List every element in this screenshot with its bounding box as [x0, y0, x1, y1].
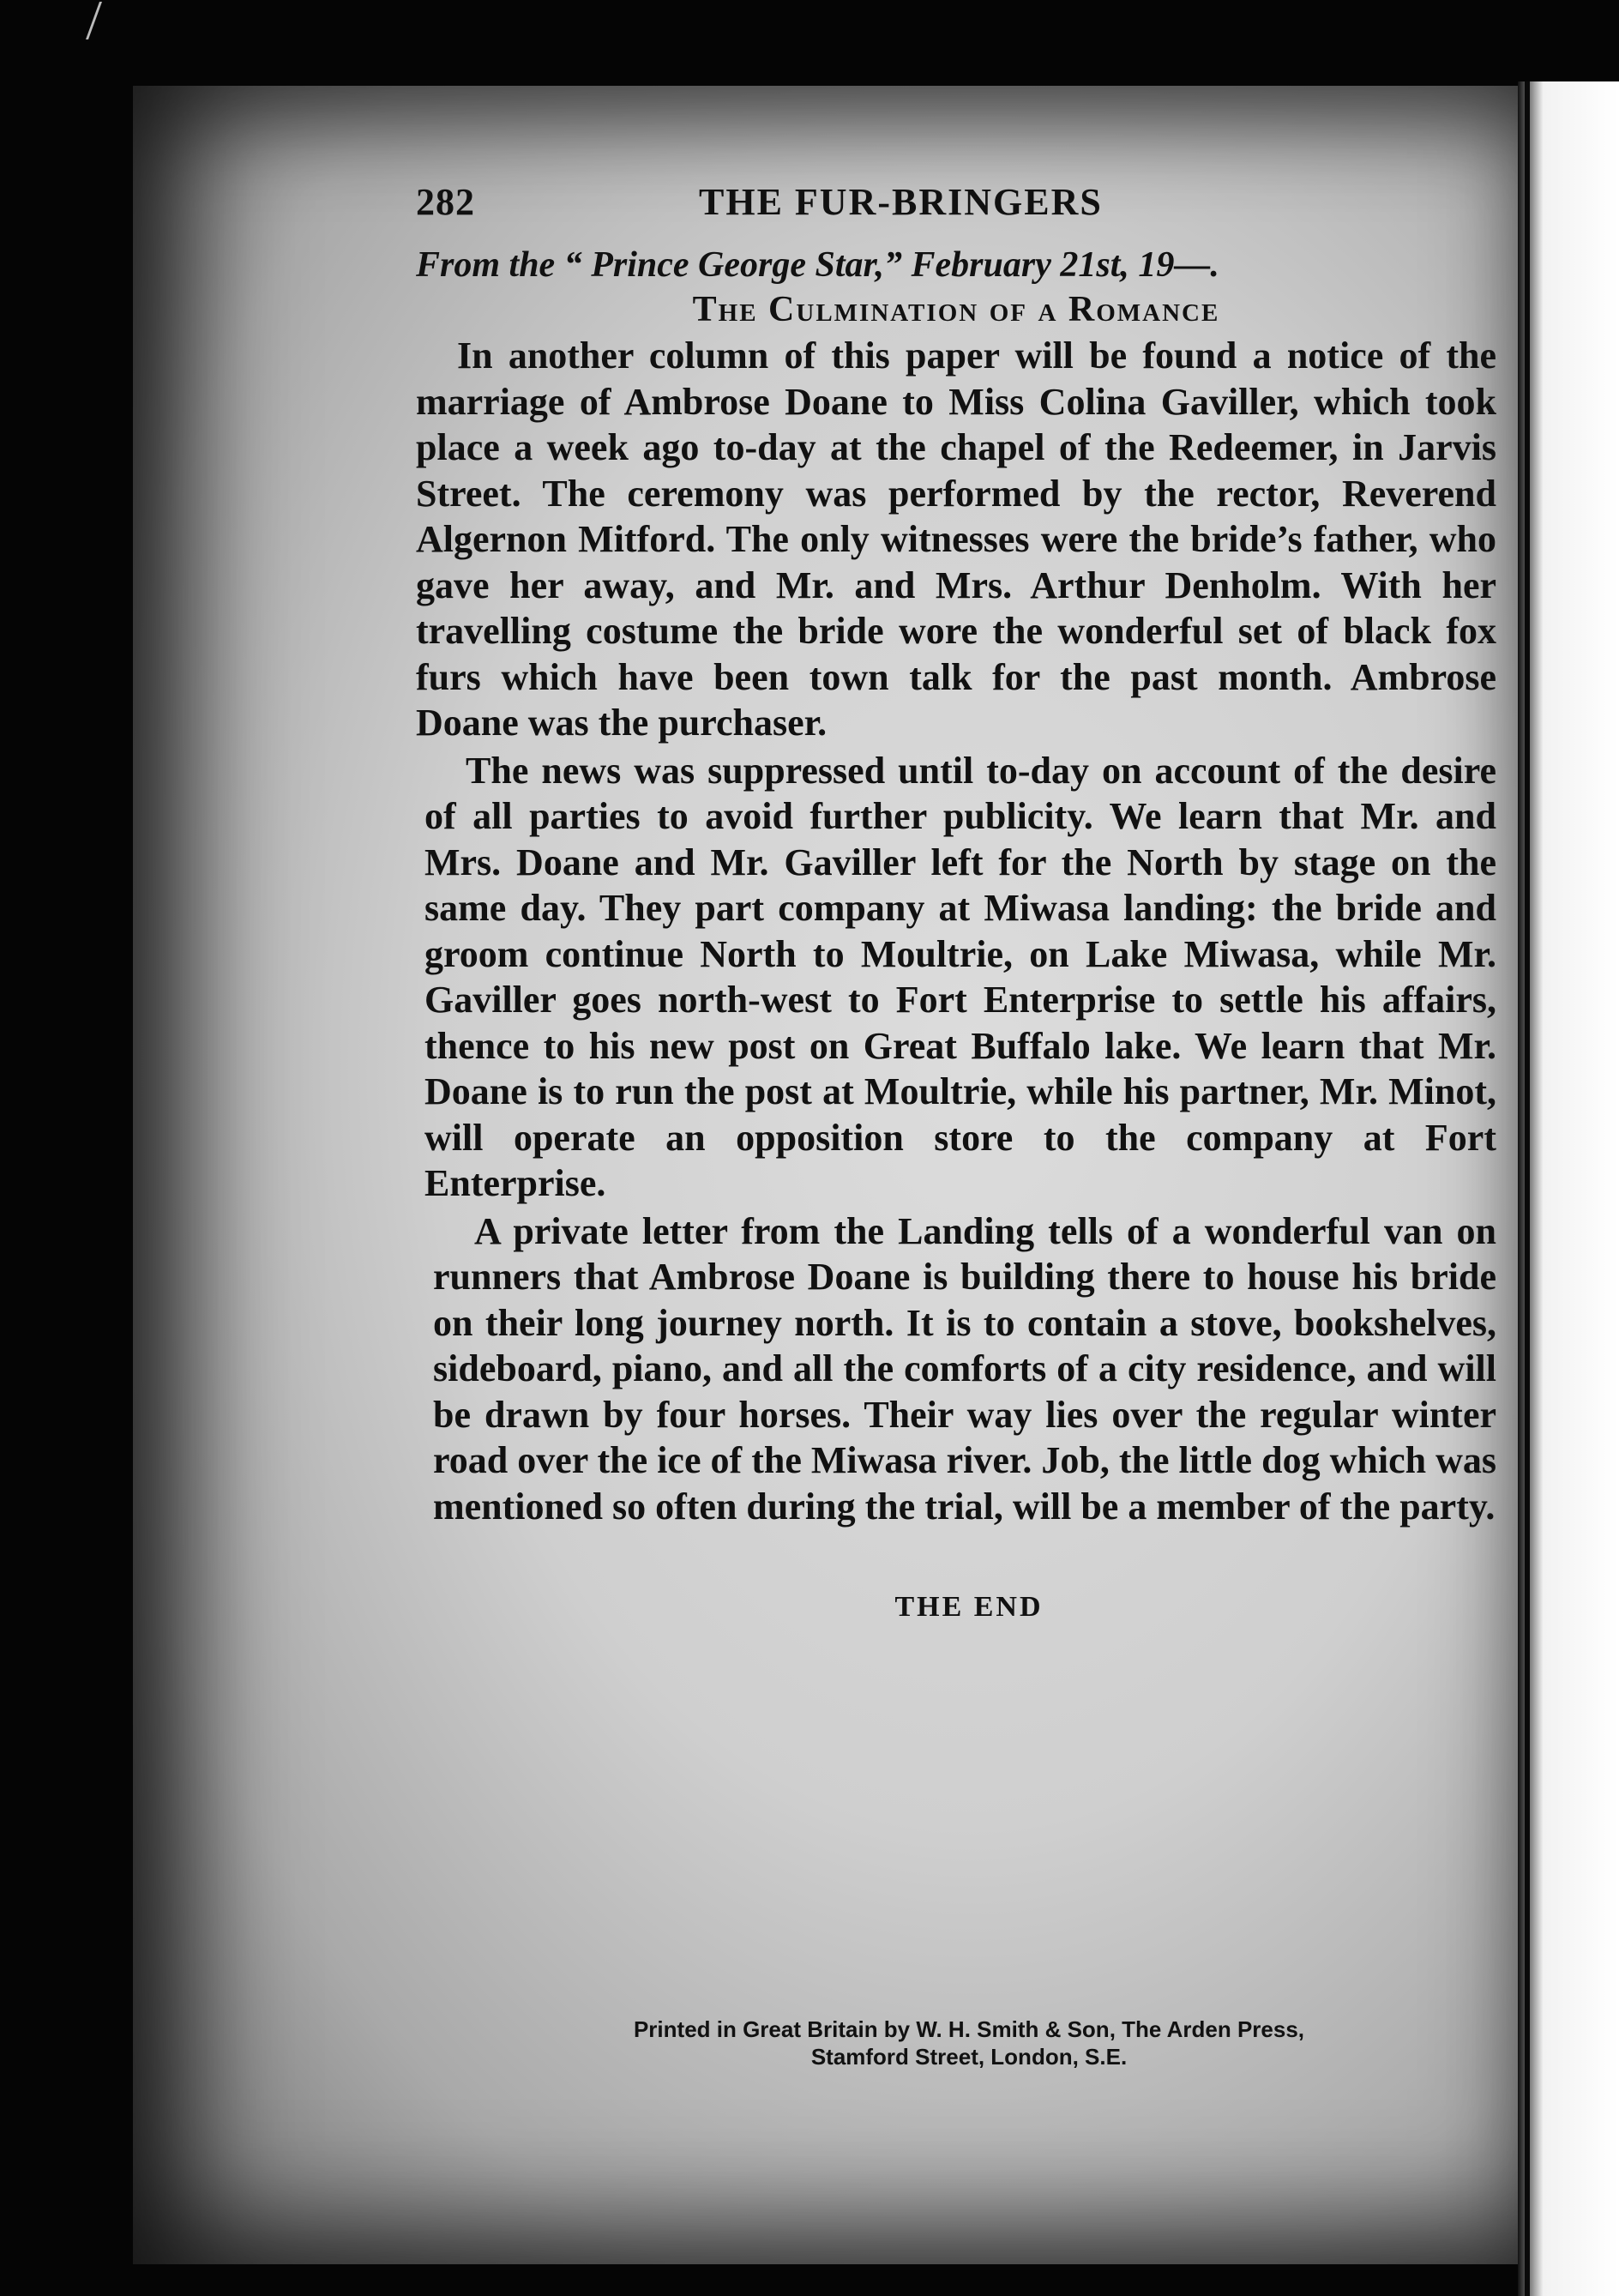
article-headline: The Culmination of a Romance	[692, 290, 1220, 329]
page-edge-shadow	[1525, 81, 1530, 2296]
page-content	[416, 180, 1496, 1624]
paragraph: The news was suppressed until to-day on account of the desire of all parties to avoid further publicity. We learn that Mr. and Mrs. Doane and Mr. Gaviller left for the North by stage on the same day. They part company at Miwasa landing: the bride and groom continue North to Moultrie, on Lake Miwasa, while Mr. Gaviller goes north-west to Fort Enterprise to settle his affairs, thence to his new post on Great Buffalo lake. We learn that Mr. Doane is to run the post at Moultrie, while his partner, Mr. Minot, will operate an opposition store to the company at Fort Enterprise.	[424, 749, 1496, 1204]
running-head	[416, 180, 1496, 232]
article-dateline: From the “ Prince George Star,” February 21st, 19—.	[416, 245, 1219, 285]
page-number: 282	[416, 181, 475, 223]
page-edge	[1518, 81, 1619, 2296]
printer-imprint	[480, 2016, 1458, 2070]
book-title: THE FUR-BRINGERS	[699, 181, 1103, 223]
imprint-line: Printed in Great Britain by W. H. Smith & Son, The Arden Press,	[633, 2016, 1305, 2042]
end-mark: THE END	[894, 1591, 1044, 1623]
paragraph: In another column of this paper will be found a notice of the marriage of Ambrose Doane to Miss Colina Gaviller, which took place a week ago to-day at the chapel of the Redeemer, in Jarvis Street. The ceremony was performed by the rector, Reverend Algernon Mitford. The only witnesses were the bride’s father, who gave her away, and Mr. and Mrs. Arthur Denholm. With her travelling costume the bride wore the wonderful set of black fox furs which have been town talk for the past month. Ambrose Doane was the purchaser.	[416, 334, 1496, 744]
imprint-line: Stamford Street, London, S.E.	[810, 2044, 1128, 2070]
paragraph: A private letter from the Landing tells of a wonderful van on runners that Ambrose Doane is building there to house his bride on their long journey north. It is to contain a stove, bookshelves, sideboard, piano, and all the comforts of a city residence, and will be drawn by four horses. Their way lies over the regular winter road over the ice of the Miwasa river. Job, the little dog which was mentioned so often during the trial, will be a member of the party.	[433, 1209, 1496, 1528]
